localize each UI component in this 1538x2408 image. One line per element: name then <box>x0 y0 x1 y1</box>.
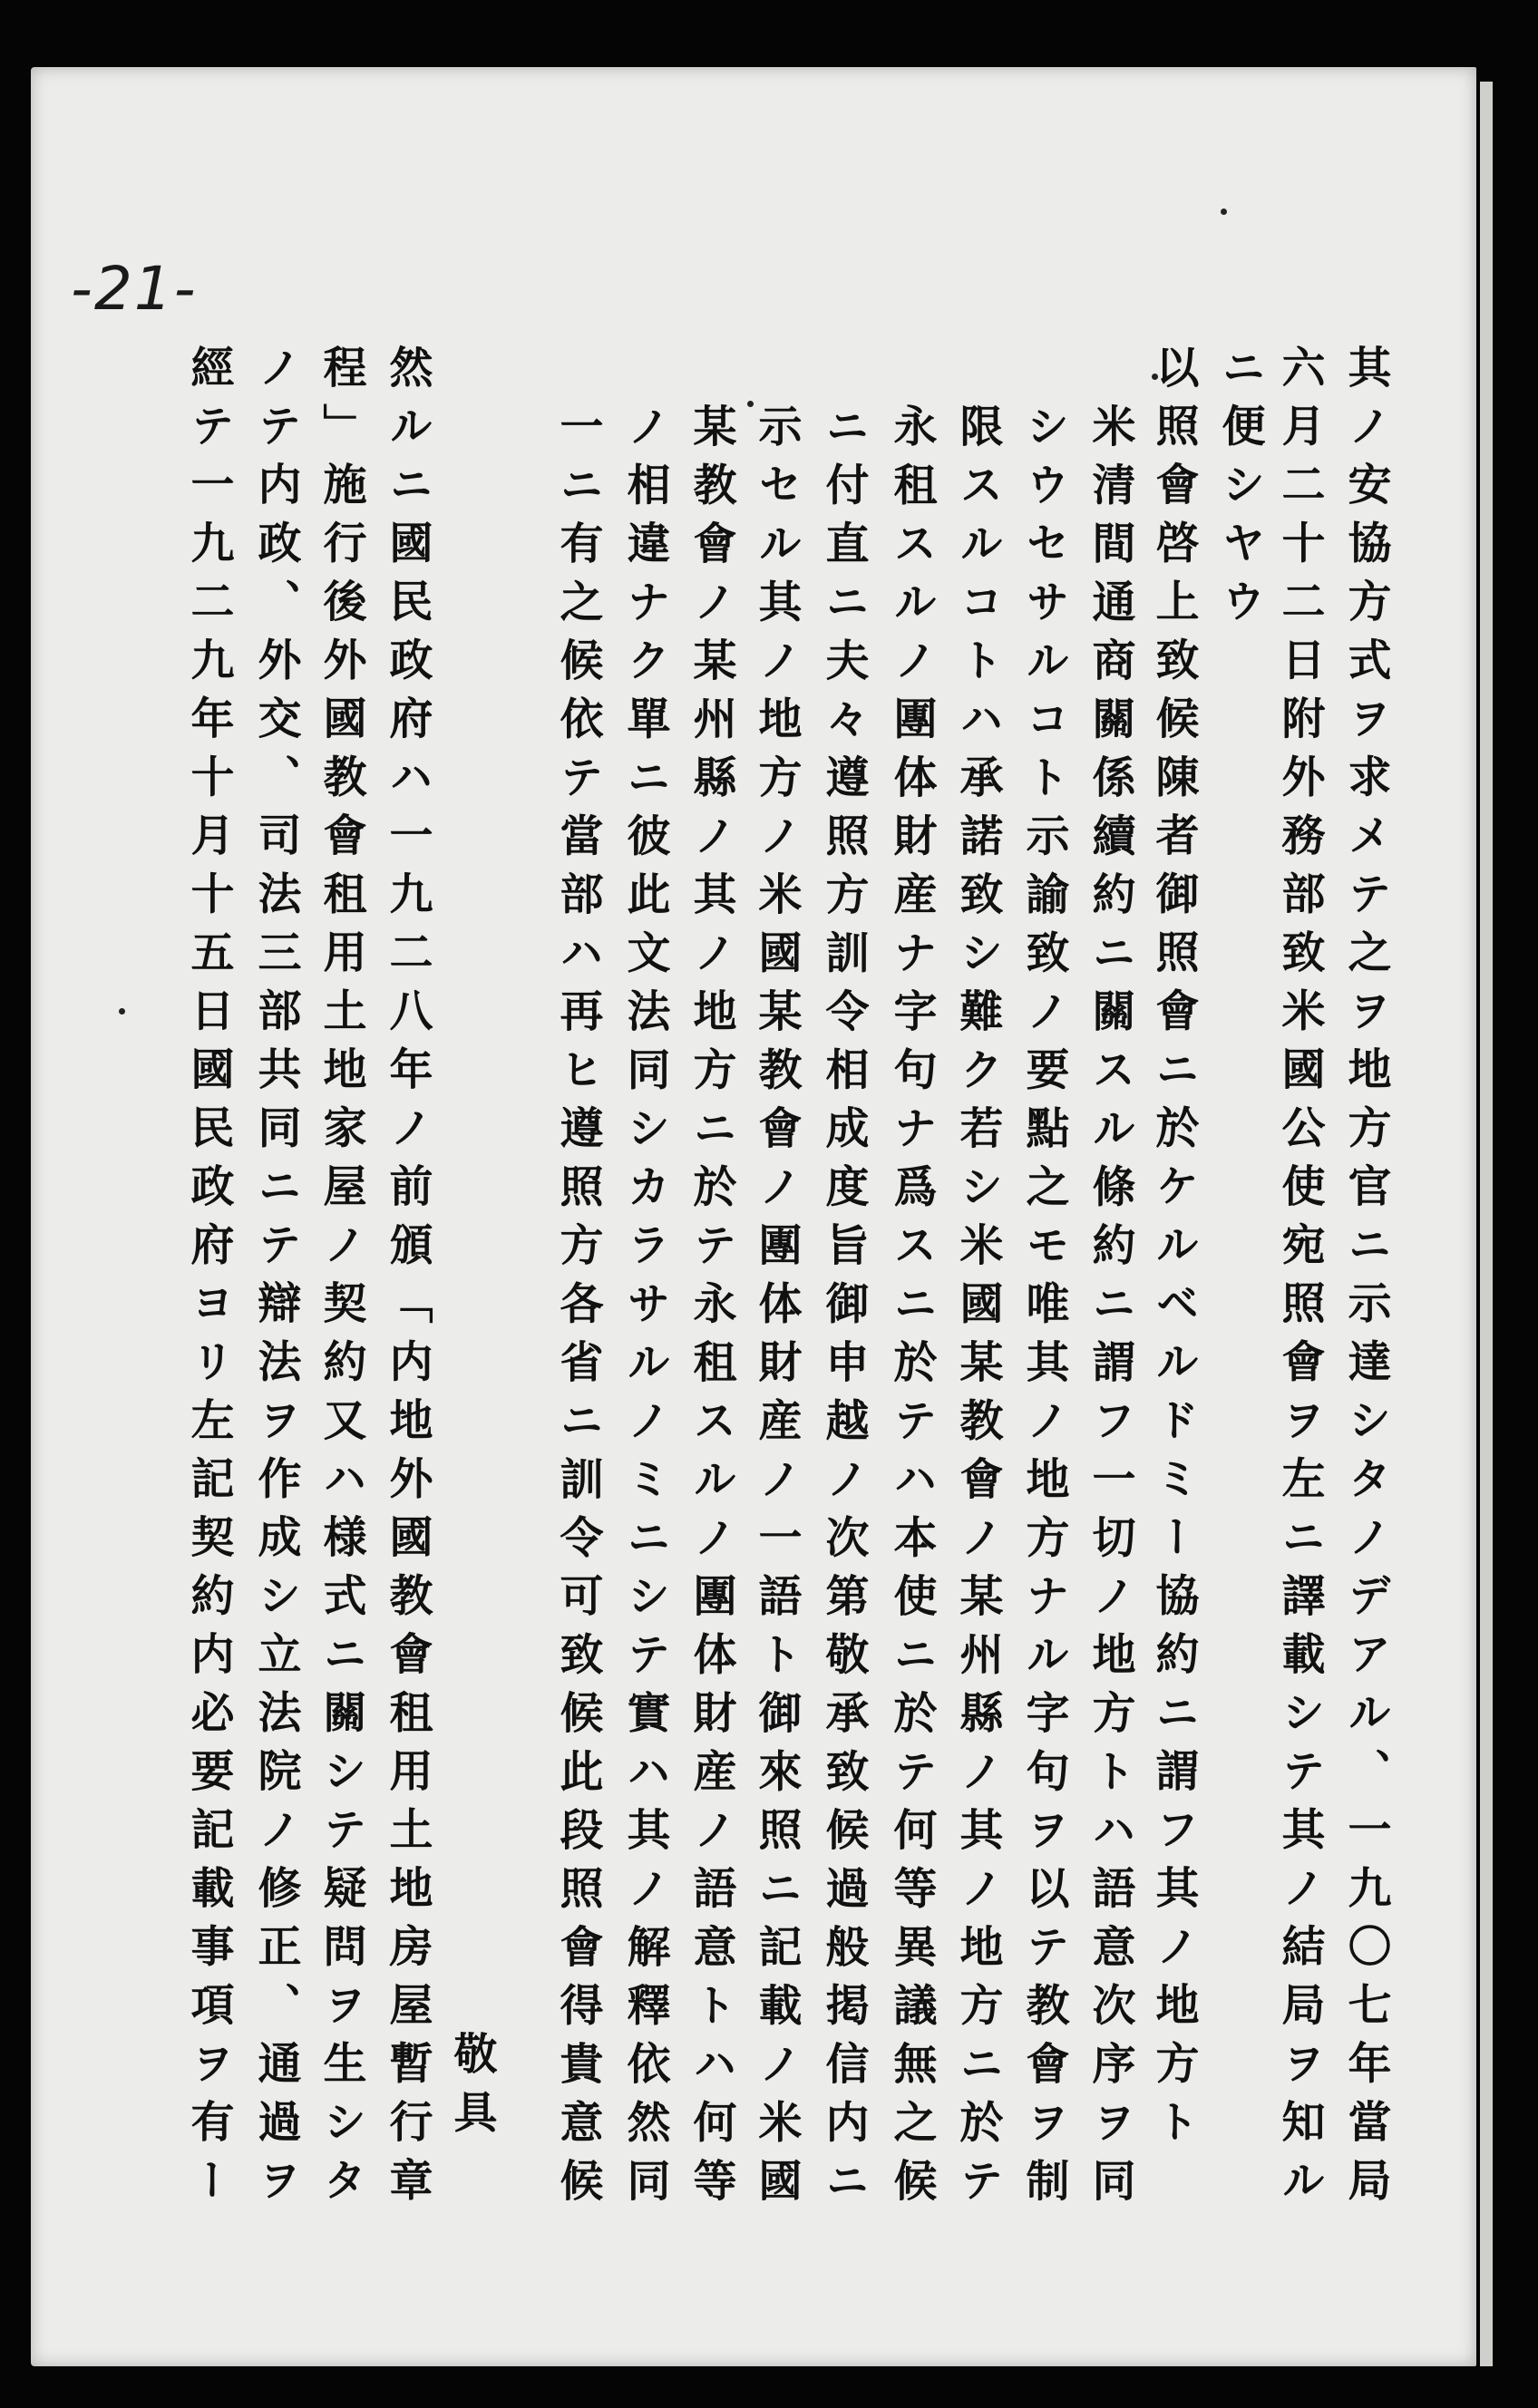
text-column: ニ便シヤウ <box>1214 345 1265 637</box>
speck-mark <box>119 1008 125 1015</box>
text-column: ニ付直ニ夫々遵照方訓令相成度旨御申越ノ次第敬承致候過般掲信内ニ <box>818 403 869 2217</box>
page-number: -21- <box>71 254 198 324</box>
text-column: 程」施行後外國教會租用土地家屋ノ契約又ハ様式ニ關シテ疑問ヲ生シタ <box>316 345 366 2216</box>
text-column: 然ルニ國民政府ハ一九二八年ノ前頒「内地外國教會租用土地房屋暫行章 <box>382 345 433 2216</box>
text-column: 一ニ有之候依テ當部ハ再ヒ遵照方各省ニ訓令可致候此段照會得貴意候 <box>552 403 603 2217</box>
text-column: 以照會啓上致候陳者御照會ニ於ケルベルドミー協約ニ謂フ其ノ地方ト <box>1148 345 1199 2158</box>
text-column: 其ノ安協方式ヲ求メテ之ヲ地方官ニ示達シタノデアル、一九〇七年當局 <box>1340 345 1391 2216</box>
speck-mark <box>1221 209 1227 215</box>
text-column: 示セル其ノ地方ノ米國某教會ノ團体財産ノ一語ト御來照ニ記載ノ米國 <box>751 403 802 2217</box>
text-column: 經テ一九二九年十月十五日國民政府ヨリ左記契約内必要記載事項ヲ有ー <box>183 345 234 2216</box>
text-column: ノ相違ナク單ニ彼此文法同シカラサルノミニシテ實ハ其ノ解釋依然同 <box>619 403 670 2217</box>
text-column: 某教會ノ某州縣ノ其ノ地方ニ於テ永租スルノ團体財産ノ語意トハ何等 <box>686 403 736 2217</box>
text-column: ノテ内政、外交、司法三部共同ニテ辯法ヲ作成シ立法院ノ修正、通過ヲ <box>250 345 301 2216</box>
text-column: 敬具 <box>446 2031 497 2148</box>
text-column: 六月二十二日附外務部致米國公使宛照會ヲ左ニ譯載シテ其ノ結局ヲ知ル <box>1274 345 1325 2216</box>
text-column: 米清間通商關係續約ニ關スル條約ニ謂フ一切ノ地方トハ語意次序ヲ同 <box>1085 403 1135 2217</box>
text-column: 永租スルノ團体財産ナ字句ナ爲スニ於テハ本使ニ於テ何等異議無之候 <box>886 403 937 2217</box>
page-edge-strip <box>1480 82 1493 2366</box>
text-column: 限スルコトハ承諾致シ難ク若シ米國某教會ノ某州縣ノ其ノ地方ニ於テ <box>952 403 1003 2217</box>
text-column: シウセサルコト示諭致ノ要點之モ唯其ノ地方ナル字句ヲ以テ教會ヲ制 <box>1018 403 1069 2217</box>
